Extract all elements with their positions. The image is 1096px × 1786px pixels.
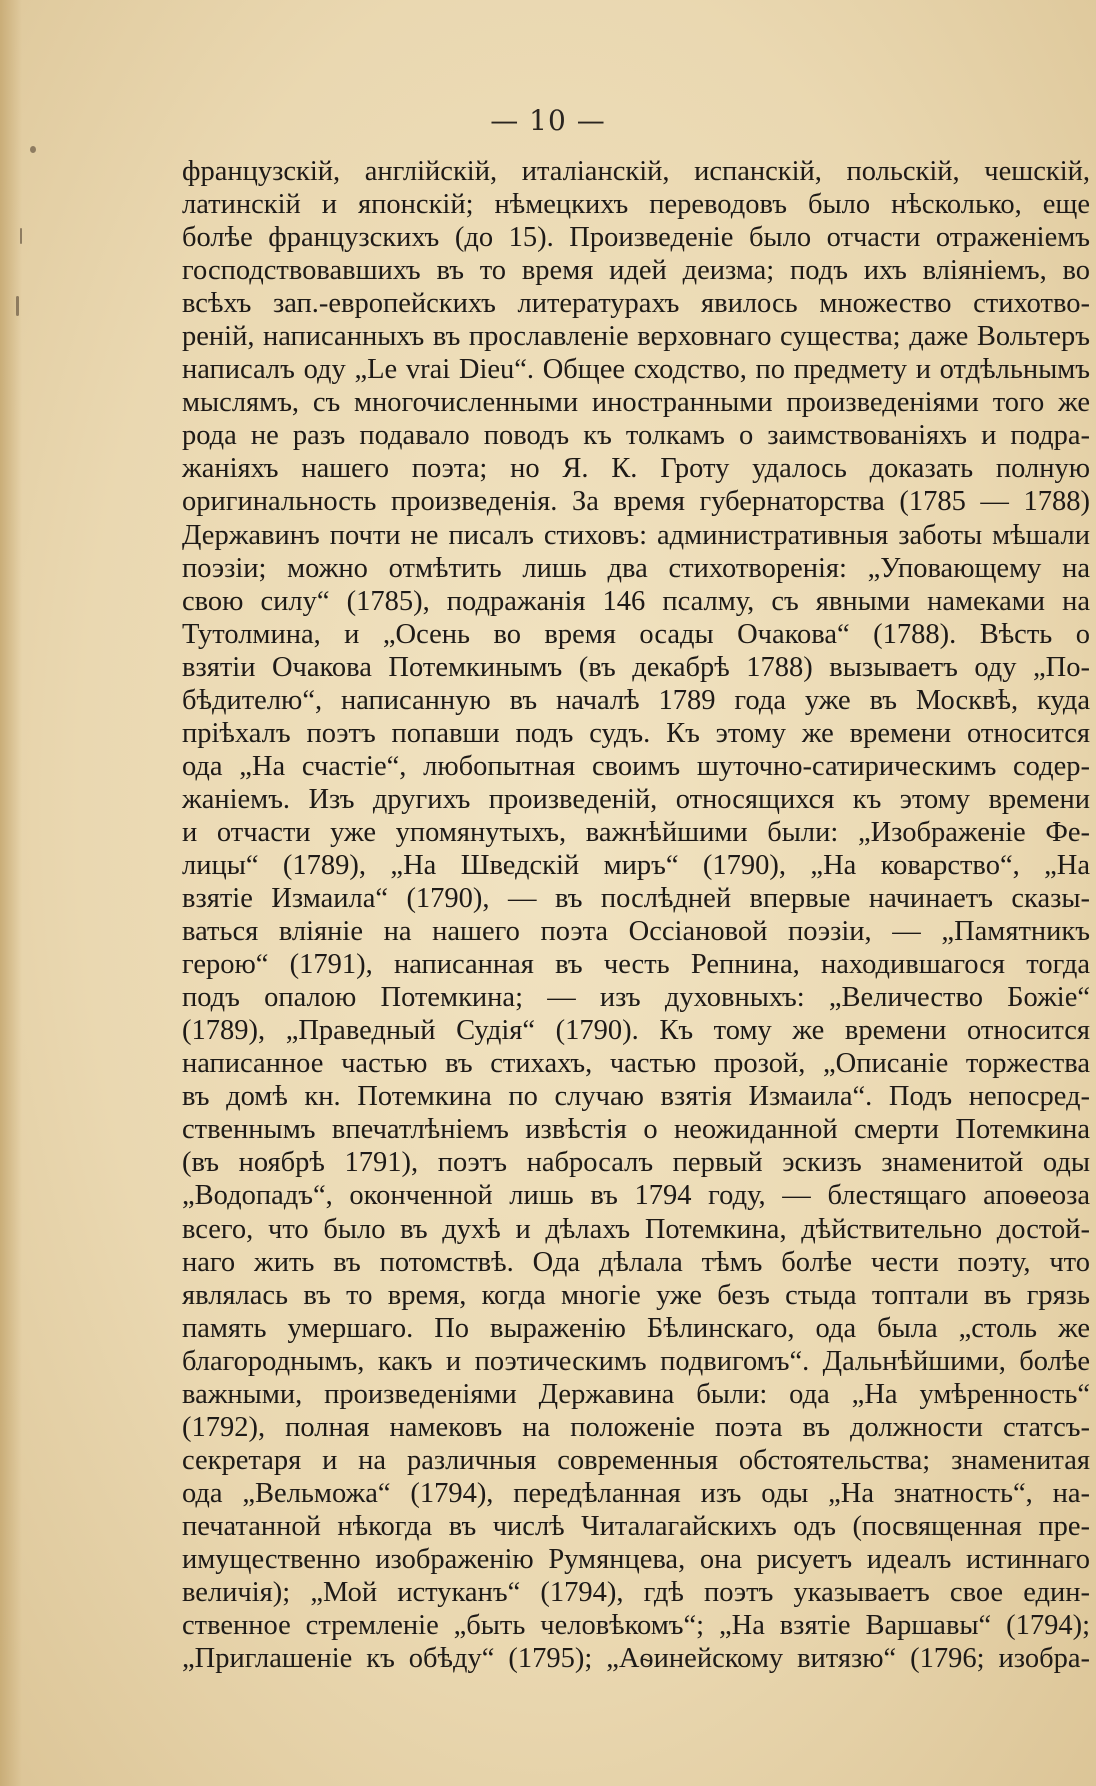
page-edge-shadow (0, 0, 22, 1786)
text-line: мыслямъ, съ многочисленными иностранными произведеніями того же (182, 387, 1090, 419)
text-line: латинскій и японскій; нѣмецкихъ переводовъ было нѣсколько, еще (182, 189, 1090, 221)
text-line: лицы“ (1789), „На Шведскій миръ“ (1790), „На коварство“, „На (182, 849, 1090, 881)
text-line: „Водопадъ“, оконченной лишь въ 1794 году, — блестящаго апоѳеоза (182, 1180, 1090, 1212)
text-line: оригинальность произведенія. За время губернаторства (1785 — 1788) (182, 486, 1090, 518)
body-text (182, 155, 1090, 1675)
text-line: печатанной нѣкогда въ числѣ Читалагайскихъ одъ (посвященная пре- (182, 1510, 1090, 1542)
text-line: память умершаго. По выраженію Бѣлинскаго, ода была „столь же (182, 1312, 1090, 1344)
text-line: всего, что было въ духѣ и дѣлахъ Потемкина, дѣйствительно достой- (182, 1213, 1090, 1245)
text-line: ода „На счастіе“, любопытная своимъ шуточно-сатирическимъ содер- (182, 750, 1090, 782)
text-line: взятіе Измаила“ (1790), — въ послѣдней впервые начинаетъ сказы- (182, 883, 1090, 915)
text-line: рода не разъ подавало поводъ къ толкамъ о заимствованіяхъ и подра- (182, 420, 1090, 452)
text-line: имущественно изображенію Румянцева, она рисуетъ идеалъ истиннаго (182, 1543, 1090, 1575)
text-line: реній, написанныхъ въ прославленіе верховнаго существа; даже Вольтеръ (182, 321, 1090, 353)
text-line: важными, произведеніями Державина были: ода „На умѣренность“ (182, 1378, 1090, 1410)
text-line: написанное частью въ стихахъ, частью прозой, „Описаніе торжества (182, 1048, 1090, 1080)
text-line: Тутолмина, и „Осень во время осады Очакова“ (1788). Вѣсть о (182, 618, 1090, 650)
text-line: въ домѣ кн. Потемкина по случаю взятія Измаила“. Подъ непосред- (182, 1081, 1090, 1113)
ink-mark (16, 296, 19, 316)
text-line: всѣхъ зап.-европейскихъ литературахъ явилось множество стихотво- (182, 288, 1090, 320)
text-line: ода „Вельможа“ (1794), передѣланная изъ оды „На знатность“, на- (182, 1477, 1090, 1509)
text-line: величія); „Мой истуканъ“ (1794), гдѣ поэтъ указываетъ свое един- (182, 1577, 1090, 1609)
text-line: написалъ оду „Le vrai Dieu“. Общее сходство, по предмету и отдѣльнымъ (182, 354, 1090, 386)
text-line: являлась въ то время, когда многіе уже безъ стыда топтали въ грязь (182, 1279, 1090, 1311)
text-line: французскій, англійскій, италіанскій, испанскій, польскій, чешскій, (182, 156, 1090, 187)
text-line: господствовавшихъ въ то время идей деизма; подъ ихъ вліяніемъ, во (182, 255, 1090, 287)
text-line: бѣдителю“, написанную въ началѣ 1789 года уже въ Москвѣ, куда (182, 684, 1090, 716)
ink-mark (20, 228, 22, 244)
ink-dot (30, 146, 36, 153)
text-line: поэзіи; можно отмѣтить лишь два стихотворенія: „Уповающему на (182, 552, 1090, 584)
text-line: подъ опалою Потемкина; — изъ духовныхъ: „Величество Божіе“ (182, 982, 1090, 1014)
text-line: секретаря и на различныя современныя обстоятельства; знаменитая (182, 1444, 1090, 1476)
text-line: свою силу“ (1785), подражанія 146 псалму, съ явными намеками на (182, 585, 1090, 617)
text-line: жаніемъ. Изъ другихъ произведеній, относящихся къ этому времени (182, 783, 1090, 815)
text-line: жаніяхъ нашего поэта; но Я. К. Гроту удалось доказать полную (182, 453, 1090, 485)
text-line: наго жить въ потомствѣ. Ода дѣлала тѣмъ болѣе чести поэту, что (182, 1246, 1090, 1278)
text-line: (1792), полная намековъ на положеніе поэта въ должности статсъ- (182, 1411, 1090, 1443)
text-line: и отчасти уже упомянутыхъ, важнѣйшими были: „Изображеніе Фе- (182, 816, 1090, 848)
text-line: ственнымъ впечатлѣніемъ извѣстія о неожиданной смерти Потемкина (182, 1114, 1090, 1146)
text-line: (въ ноябрѣ 1791), поэтъ набросалъ первый эскизъ знаменитой оды (182, 1147, 1090, 1179)
text-line: благороднымъ, какъ и поэтическимъ подвигомъ“. Дальнѣйшими, болѣе (182, 1345, 1090, 1377)
text-line: ваться вліяніе на нашего поэта Оссіановой поэзіи, — „Памятникъ (182, 916, 1090, 948)
text-line: ственное стремленіе „быть человѣкомъ“; „На взятіе Варшавы“ (1794); (182, 1610, 1090, 1642)
text-line: герою“ (1791), написанная въ честь Репнина, находившагося тогда (182, 949, 1090, 981)
text-line: взятіи Очакова Потемкинымъ (въ декабрѣ 1788) вызываетъ оду „По- (182, 651, 1090, 683)
text-line: болѣе французскихъ (до 15). Произведеніе было отчасти отраженіемъ (182, 222, 1090, 254)
text-line: пріѣхалъ поэтъ попавши подъ судъ. Къ этому же времени относится (182, 717, 1090, 749)
text-line: „Приглашеніе къ обѣду“ (1795); „Аѳинейскому витязю“ (1796; изобра- (182, 1643, 1090, 1675)
page-number: — 10 — (490, 104, 606, 137)
text-line: (1789), „Праведный Судія“ (1790). Къ тому же времени относится (182, 1015, 1090, 1047)
text-line: Державинъ почти не писалъ стиховъ: административныя заботы мѣшали (182, 519, 1090, 551)
